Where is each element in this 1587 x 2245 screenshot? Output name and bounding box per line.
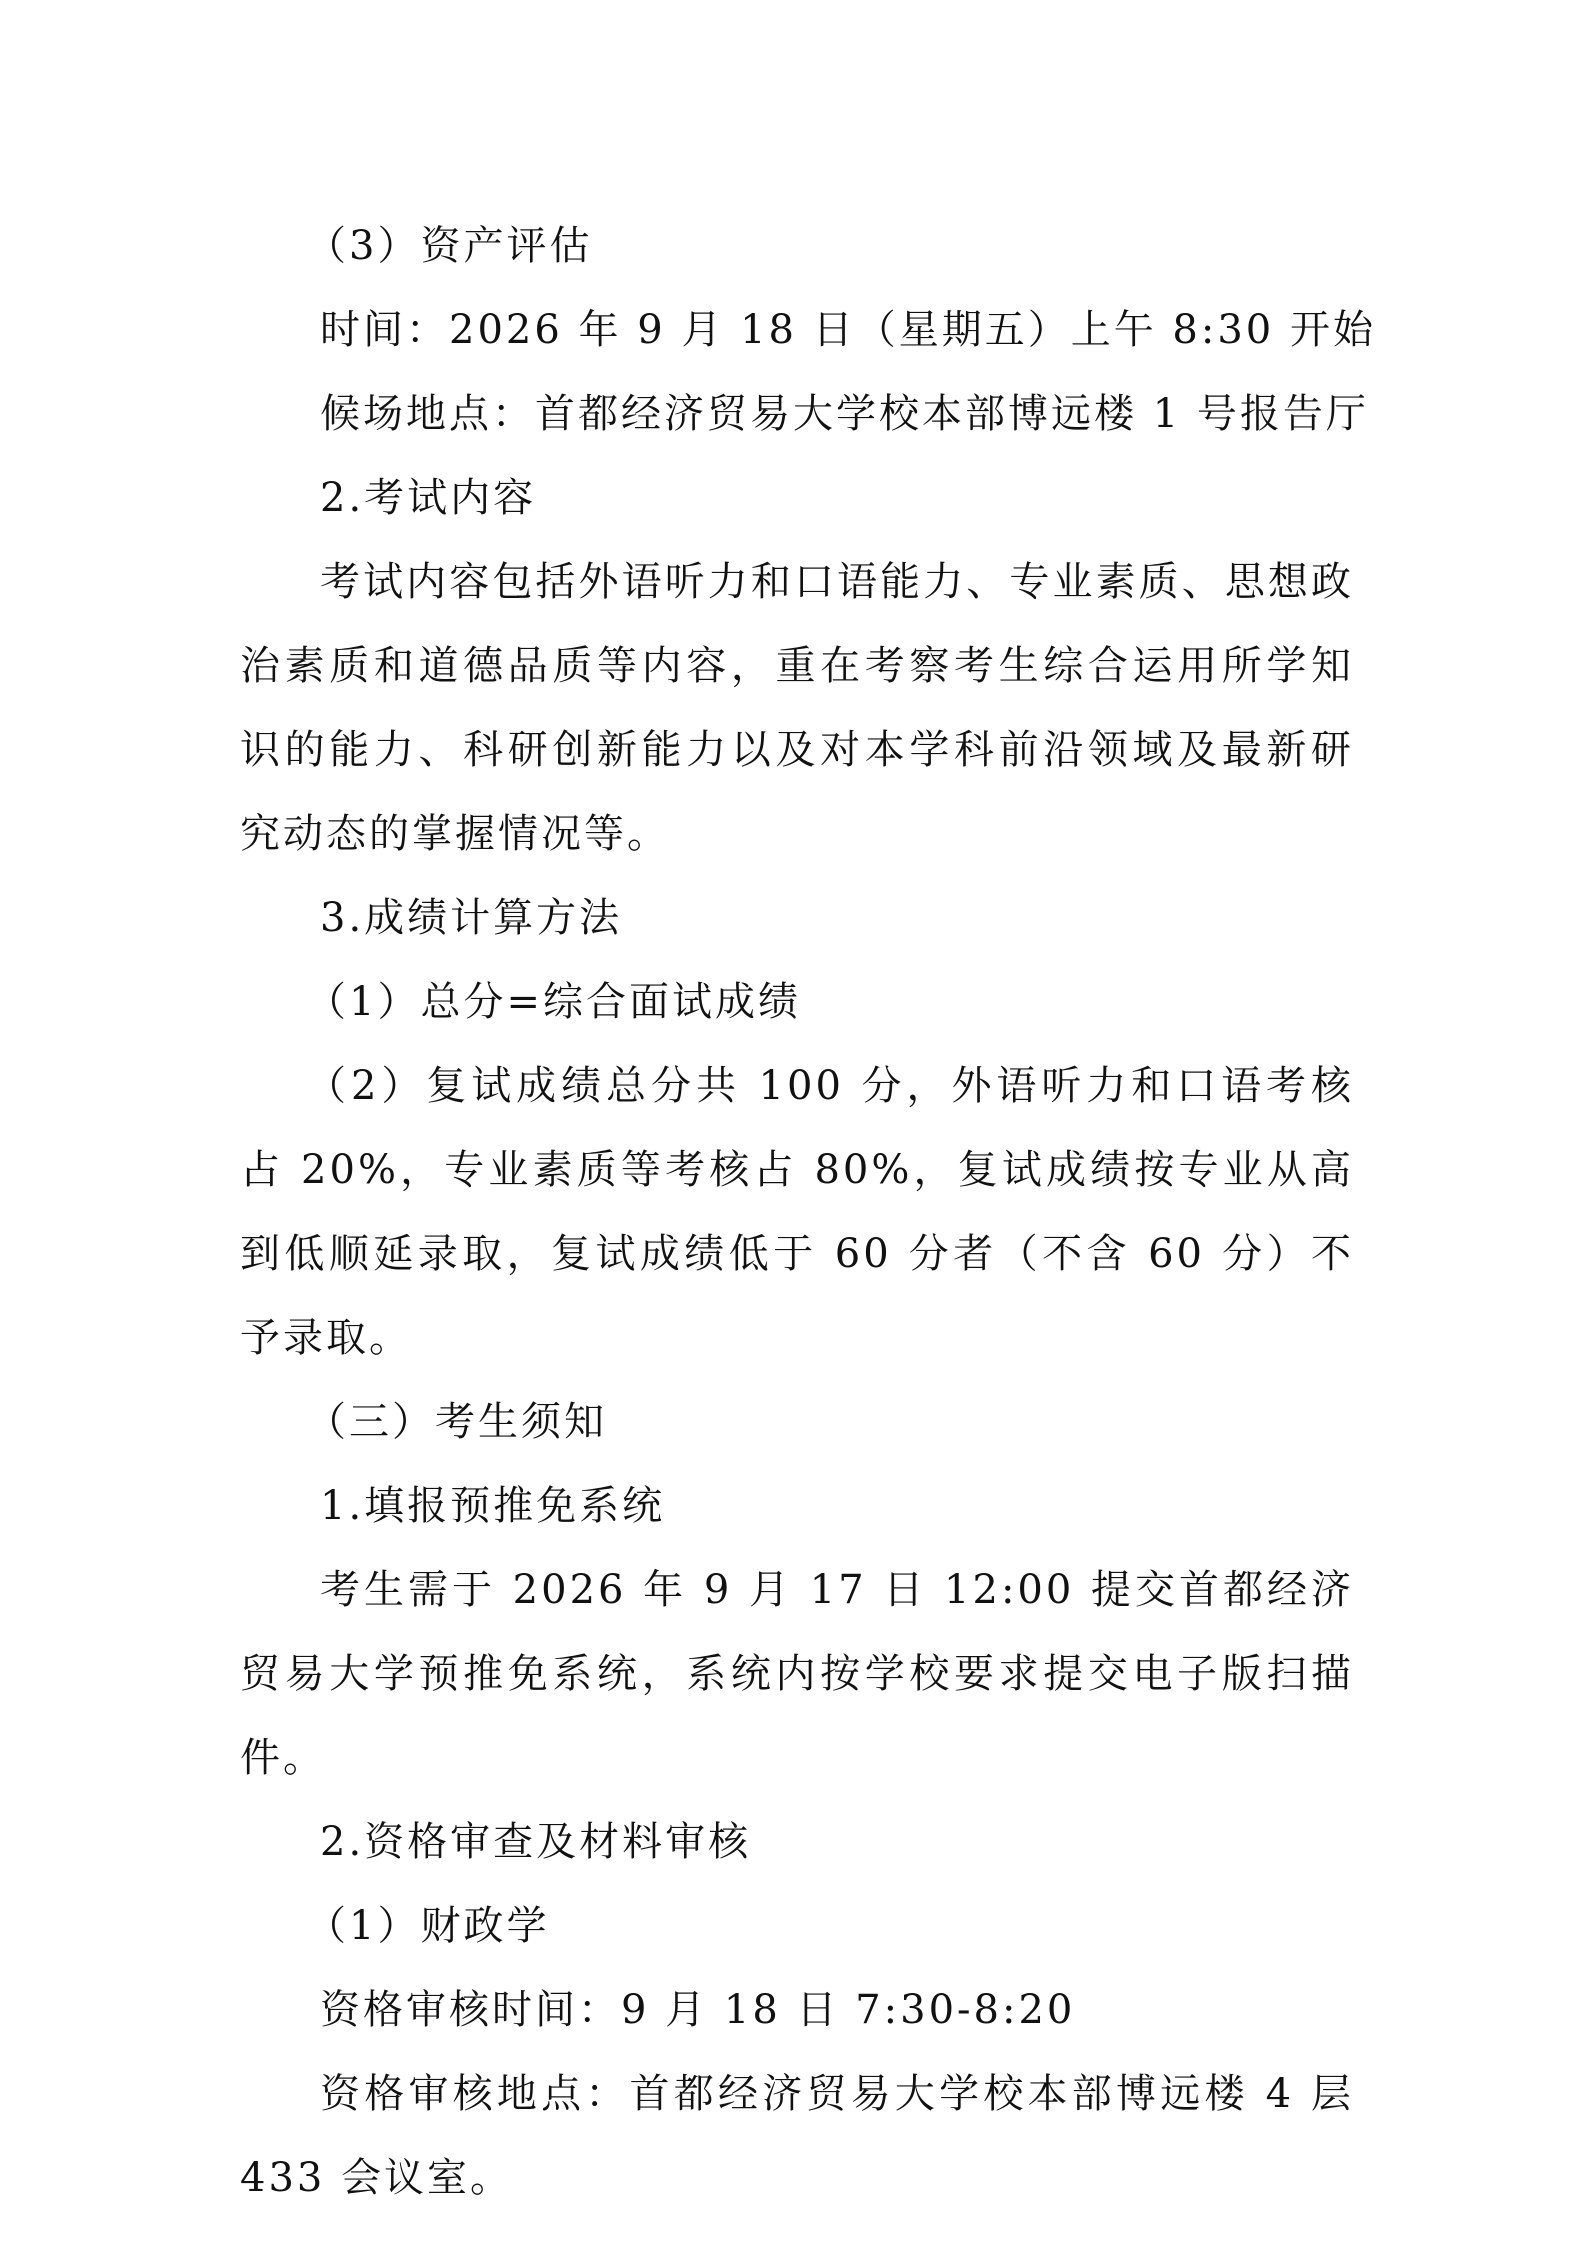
asset-evaluation-heading: （3）资产评估	[306, 223, 593, 269]
review-location: 资格审核地点：首都经济贸易大学校本部博远楼 4 层 433 会议室。	[240, 2071, 1354, 2201]
candidate-notice-heading: （三）考生须知	[306, 1399, 607, 1445]
exam-content-paragraph: 考试内容包括外语听力和口语能力、专业素质、思想政治素质和道德品质等内容，重在考察考生综合运用所学知识的能力、科研创新能力以及对本学科前沿领域及最新研究动态的掌握情况等。	[240, 559, 1354, 857]
asset-evaluation-location: 候场地点：首都经济贸易大学校本部博远楼 1 号报告厅	[320, 391, 1369, 437]
score-method-heading: 3.成绩计算方法	[320, 895, 623, 941]
asset-evaluation-time: 时间：2026 年 9 月 18 日（星期五）上午 8:30 开始	[320, 307, 1376, 353]
document-body	[240, 204, 1376, 2220]
system-heading: 1.填报预推免系统	[320, 1483, 666, 1529]
review-time: 资格审核时间：9 月 18 日 7:30-8:20	[320, 1987, 1076, 2033]
finance-heading: （1）财政学	[306, 1903, 550, 1949]
score-item-total: （1）总分=综合面试成绩	[306, 979, 801, 1025]
score-item-breakdown: （2）复试成绩总分共 100 分，外语听力和口语考核占 20%，专业素质等考核占 80%，复试成绩按专业从高到低顺延录取，复试成绩低于 60 分者（不含 60 分）不予录取。	[240, 1063, 1354, 1361]
system-paragraph: 考生需于 2026 年 9 月 17 日 12:00 提交首都经济贸易大学预推免系统，系统内按学校要求提交电子版扫描件。	[240, 1567, 1354, 1781]
review-heading: 2.资格审查及材料审核	[320, 1819, 752, 1865]
exam-content-heading: 2.考试内容	[320, 475, 537, 521]
